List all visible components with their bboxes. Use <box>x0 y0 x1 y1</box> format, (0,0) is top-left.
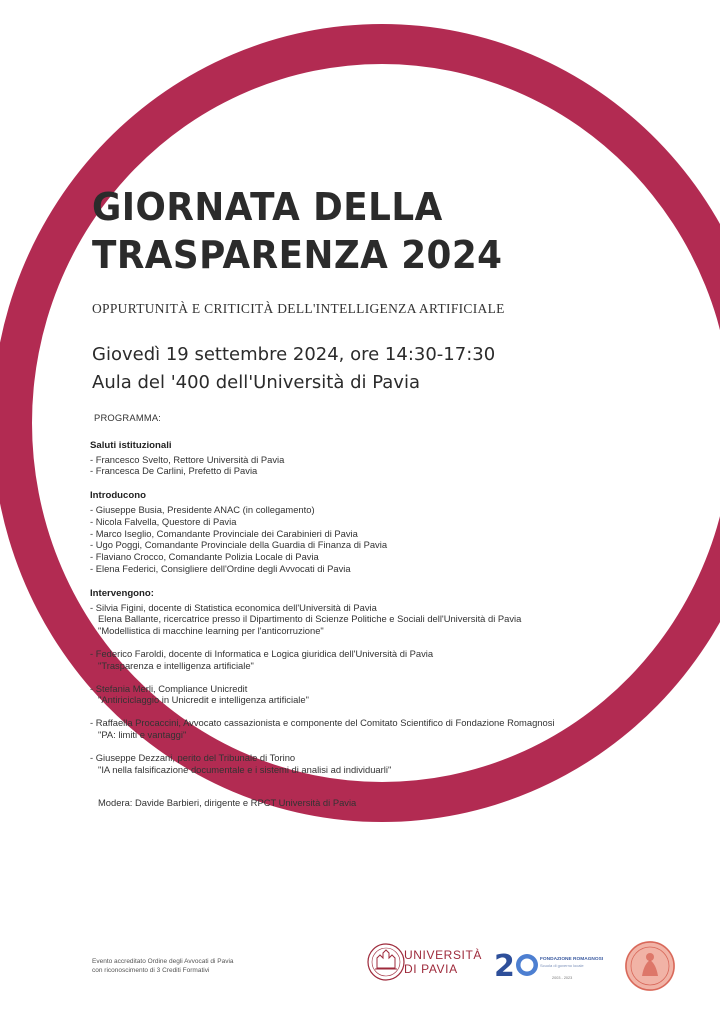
talk-title: "Antiriciclaggio in Unicredit e intelligenza artificiale" <box>98 694 309 706</box>
list-item: - Francesco Svelto, Rettore Università di Pavia <box>90 453 285 465</box>
romagnosi-name: FONDAZIONE ROMAGNOSI <box>540 957 604 962</box>
note-line: con riconoscimento di 3 Crediti Formativi <box>92 966 210 974</box>
event-date: Giovedì 19 settembre 2024, ore 14:30-17:30 <box>92 344 496 365</box>
event-venue: Aula del '400 dell'Università di Pavia <box>92 372 420 393</box>
speaker-line: - Giuseppe Dezzani, perito del Tribunale di Torino <box>90 751 296 763</box>
title-line-2: TRASPARENZA 2024 <box>92 233 503 277</box>
unipv-line: UNIVERSITÀ <box>404 948 483 962</box>
speaker-entry <box>90 602 650 637</box>
section-heading: Intervengono: <box>90 587 154 599</box>
list-item: - Flaviano Crocco, Comandante Polizia Locale di Pavia <box>90 551 319 563</box>
speaker-line: - Stefania Merli, Compliance Unicredit <box>90 682 248 694</box>
speaker-line: - Raffaella Procaccini, Avvocato cassazionista e componente del Comitato Scientifico di Fondazione Romagnosi <box>90 717 555 729</box>
list-item: - Elena Federici, Consigliere dell'Ordine degli Avvocati di Pavia <box>90 562 351 574</box>
section-heading: Introducono <box>90 490 146 502</box>
talk-title: "IA nella falsificazione documentale e i sistemi di analisi ad individuarli" <box>98 763 392 775</box>
speaker-entry <box>90 752 650 776</box>
speaker-entry <box>90 717 650 741</box>
note-line: Evento accreditato Ordine degli Avvocati di Pavia <box>92 958 234 965</box>
list-item: - Nicola Falvella, Questore di Pavia <box>90 515 237 527</box>
speaker-line: - Federico Faroldi, docente di Informatica e Logica giuridica dell'Università di Pavia <box>90 647 434 659</box>
romagnosi-subtitle: Scuola di governo locale <box>540 963 584 968</box>
moderator: Modera: Davide Barbieri, dirigente e RPCT Università di Pavia <box>98 797 357 809</box>
unipv-wordmark <box>404 948 482 976</box>
seal-icon <box>624 940 676 992</box>
section-intervengono <box>90 588 650 776</box>
title-line-1: GIORNATA DELLA <box>92 185 443 229</box>
unipv-line: DI PAVIA <box>404 962 458 976</box>
event-details <box>92 341 495 397</box>
list-item: - Francesca De Carlini, Prefetto di Pavia <box>90 465 258 477</box>
program <box>90 412 650 809</box>
program-label: PROGRAMMA: <box>94 412 162 423</box>
speaker-line: - Silvia Figini, docente di Statistica economica dell'Università di Pavia <box>90 601 377 613</box>
talk-title: "Modellistica di macchine learning per l'anticorruzione" <box>98 625 324 637</box>
section-heading: Saluti istituzionali <box>90 439 172 451</box>
talk-title: "Trasparenza e intelligenza artificiale" <box>98 659 254 671</box>
logo-digit-2: 2 <box>494 949 515 984</box>
speaker-entry <box>90 648 650 672</box>
list-item: - Giuseppe Busia, Presidente ANAC (in collegamento) <box>90 503 315 515</box>
speaker-line: Elena Ballante, ricercatrice presso il Dipartimento di Scienze Politiche e Sociali dell'Università di Pavia <box>98 613 522 625</box>
talk-title: "PA: limiti e vantaggi" <box>98 728 187 740</box>
subtitle: OPPURTUNITÀ E CRITICITÀ DELL'INTELLIGENZA ARTIFICIALE <box>92 301 505 316</box>
accreditation-note <box>92 958 234 975</box>
page-title <box>92 183 503 279</box>
romagnosi-years: 2003 - 2023 <box>552 976 573 980</box>
section-introducono <box>90 490 650 575</box>
speaker-entry <box>90 683 650 707</box>
list-item: - Marco Iseglio, Comandante Provinciale dei Carabinieri di Pavia <box>90 527 358 539</box>
section-saluti <box>90 440 650 477</box>
list-item: - Ugo Poggi, Comandante Provinciale della Guardia di Finanza di Pavia <box>90 539 388 551</box>
